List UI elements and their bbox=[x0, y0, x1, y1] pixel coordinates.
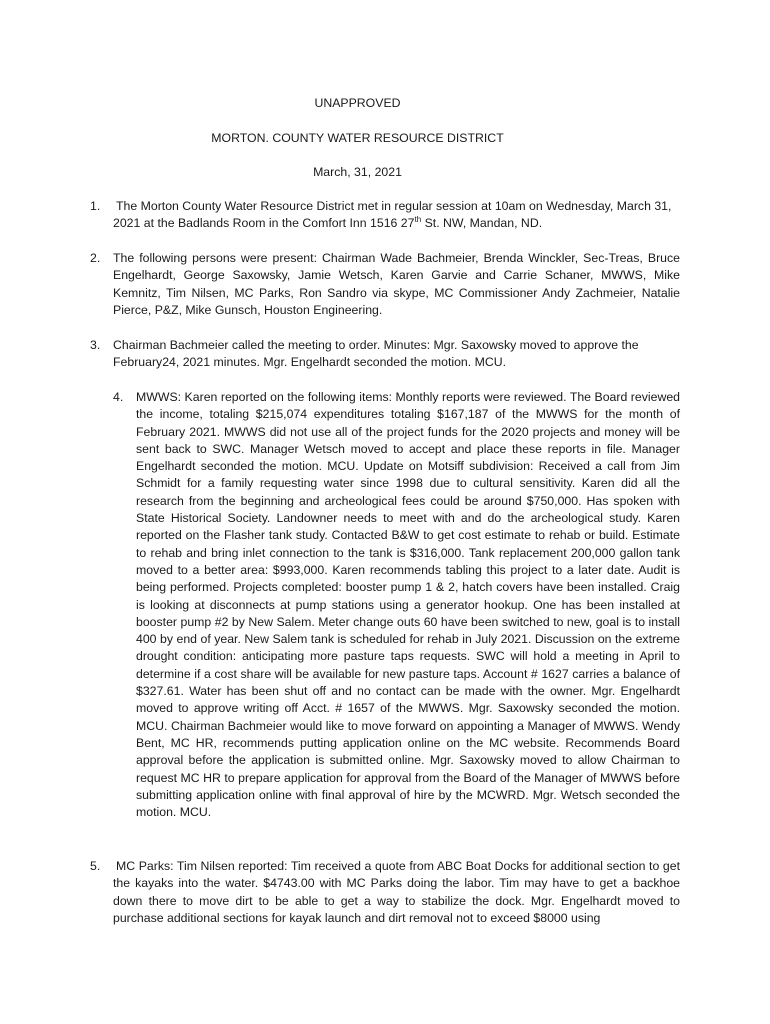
meeting-date: March, 31, 2021 bbox=[313, 165, 402, 179]
item-number: 4. bbox=[113, 390, 124, 404]
item-text: MC Parks: Tim Nilsen reported: Tim received a quote from ABC Boat Docks for additional section to get the kayaks into the water. $4743.00 with MC Parks doing the labor. Tim may have to get a backhoe down there to move dirt to be able to get a way to stabilize the dock. Mgr. Engelhardt moved to purchase additional sections for kayak launch and dirt removal not to exceed $8000 using bbox=[113, 859, 680, 925]
agenda-item-3 bbox=[90, 337, 680, 372]
item-text bbox=[113, 198, 680, 233]
ordinal-suffix: th bbox=[414, 215, 422, 225]
agenda-item-5 bbox=[90, 858, 680, 927]
item-text-main: The Morton County Water Resource District met in regular session at 10am on Wednesday, March 31, 2021 at the Badlands Room in the Comfort Inn 1516 27 bbox=[113, 199, 672, 231]
document-title: MORTON. COUNTY WATER RESOURCE DISTRICT bbox=[211, 131, 504, 145]
agenda-item-1 bbox=[90, 198, 680, 233]
agenda-item-4 bbox=[113, 389, 680, 821]
item-text-tail: St. NW, Mandan, ND. bbox=[421, 216, 543, 231]
item-number: 1. bbox=[90, 199, 101, 213]
agenda-item-2 bbox=[90, 250, 680, 319]
approval-status: UNAPPROVED bbox=[314, 96, 401, 110]
item-text: Chairman Bachmeier called the meeting to order. Minutes: Mgr. Saxowsky moved to approve the February24, 2021 minutes. Mgr. Engelhardt seconded the motion. MCU. bbox=[113, 338, 639, 370]
item-text: MWWS: Karen reported on the following items: Monthly reports were reviewed. The Board reviewed the income, totaling $215,074 expenditures totaling $167,187 of the MWWS for the month of February 2021. MWWS did not use all of the project funds for the 2020 projects and money will be sent back to SWC. Manager Wetsch moved to accept and place these reports in file. Manager Engelhardt seconded the motion. MCU. Update on Motsiff subdivision: Received a call from Jim Schmidt for a family requesting water since 1998 due to cultural sensitivity. Karen did all the research from the beginning and archeological fees could be around $750,000. Has spoken with State Historical Society. Landowner needs to meet with and do the archeological study. Karen reported on the Flasher tank study. Contacted B&W to get cost estimate to rehab or build. Estimate to rehab and bring inlet connection to the tank is $316,000. Tank replacement 200,000 gallon tank moved to a better area: $993,000. Karen recommends tabling this project to a later date. Audit is being performed. Projects completed: booster pump 1 & 2, hatch covers have been installed. Craig is looking at disconnects at pump stations using a generator hookup. One has been installed at booster pump #2 by New Salem. Meter change outs 60 have been switched to new, goal is to install 400 by end of year. New Salem tank is scheduled for rehab in July 2021. Discussion on the extreme drought condition: anticipating more pasture taps requests. SWC will hold a meeting in April to determine if a cost share will be available for new pasture taps. Account # 1627 carries a balance of $327.61. Water has been shut off and no contact can be made with the owner. Mgr. Engelhardt moved to approve writing off Acct. # 1657 of the MWWS. Mgr. Saxowsky seconded the motion. MCU. Chairman Bachmeier would like to move forward on appointing a Manager of MWWS. Wendy Bent, MC HR, recommends putting application online on the MC website. Recommends Board approval before the application is submitted online. Mgr. Saxowsky moved to allow Chairman to request MC HR to prepare application for approval from the Board of the Manager of MWWS before submitting application online with final approval of hire by the MCWRD. Mgr. Wetsch seconded the motion. MCU. bbox=[136, 390, 680, 820]
item-number: 5. bbox=[90, 859, 101, 873]
item-number: 2. bbox=[90, 251, 101, 265]
item-text: The following persons were present: Chairman Wade Bachmeier, Brenda Winckler, Sec-Treas, Bruce Engelhardt, George Saxowsky, Jamie Wetsch, Karen Garvie and Carrie Schaner, MWWS, Mike Kemnitz, Tim Nilsen, MC Parks, Ron Sandro via skype, MC Commissioner Andy Zachmeier, Natalie Pierce, P&Z, Mike Gunsch, Houston Engineering. bbox=[113, 251, 680, 317]
item-number: 3. bbox=[90, 338, 101, 352]
